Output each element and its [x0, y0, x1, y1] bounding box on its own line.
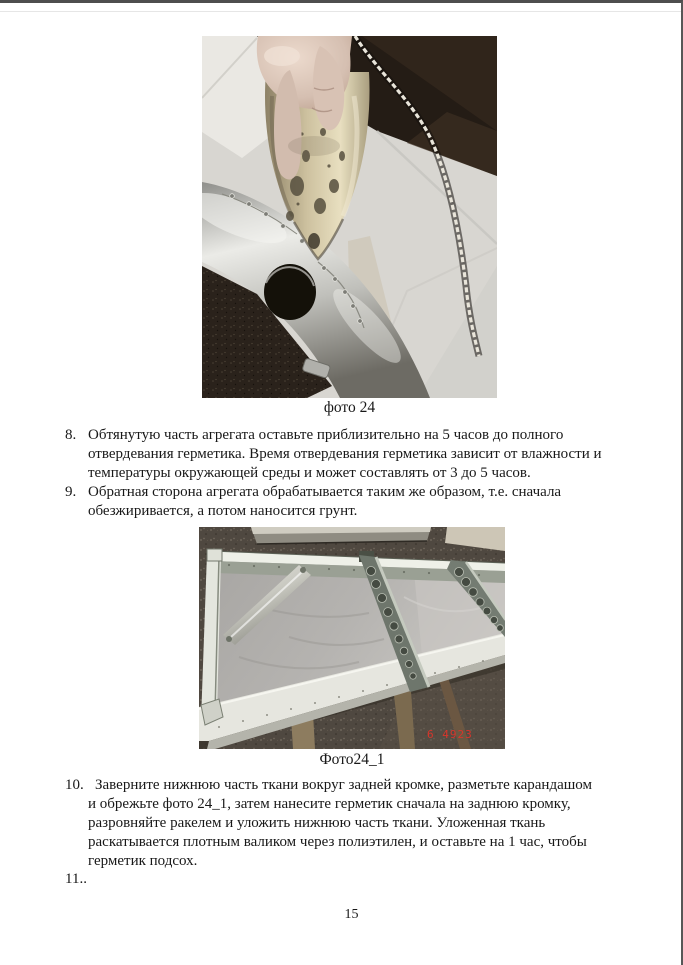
- list-item-9: [65, 483, 625, 521]
- item-text: Обтянутую часть агрегата оставьте приблизительно на 5 часов до полного отвердевания герметика. Время отвердевания герметика зависит от влажности и температуры окружающей среды и может составлять от 3 до 5 часов.: [88, 427, 602, 481]
- photo-24-1: [199, 527, 505, 749]
- tube-hole: [264, 264, 316, 320]
- photo-24: [202, 36, 497, 398]
- item-text: Обратная сторона агрегата обрабатывается таким же образом, т.е. сначала обезжиривается, а потом наносится грунт.: [88, 484, 562, 519]
- item-number: 11..: [65, 871, 87, 887]
- photo-24-illustration: [202, 36, 497, 398]
- item-number: 9.: [65, 484, 77, 500]
- photo-24-caption: фото 24: [323, 399, 376, 416]
- photo-24-1-illustration: [199, 527, 505, 749]
- list-item-8: [65, 426, 625, 483]
- list-item-10: [65, 776, 625, 871]
- item-number: 10.: [65, 777, 84, 793]
- page-number: 15: [344, 907, 359, 922]
- photo-24-1-caption: Фото24_1: [319, 751, 385, 768]
- timestamp-text: 6 4923: [427, 728, 473, 741]
- item-number: 8.: [65, 427, 77, 443]
- scan-artifact-line: [0, 11, 681, 12]
- item-text: Заверните нижнюю часть ткани вокруг задней кромке, разметьте карандашом и обрежьте фото 24_1, затем нанесите герметик сначала на заднюю кромку, разровняйте ракелем и уложить нижнюю часть ткани. Уложенная ткань раскатывается плотным валиком через полиэтилен, и оставьте на 1 час, чтобы герметик подсох.: [88, 777, 593, 869]
